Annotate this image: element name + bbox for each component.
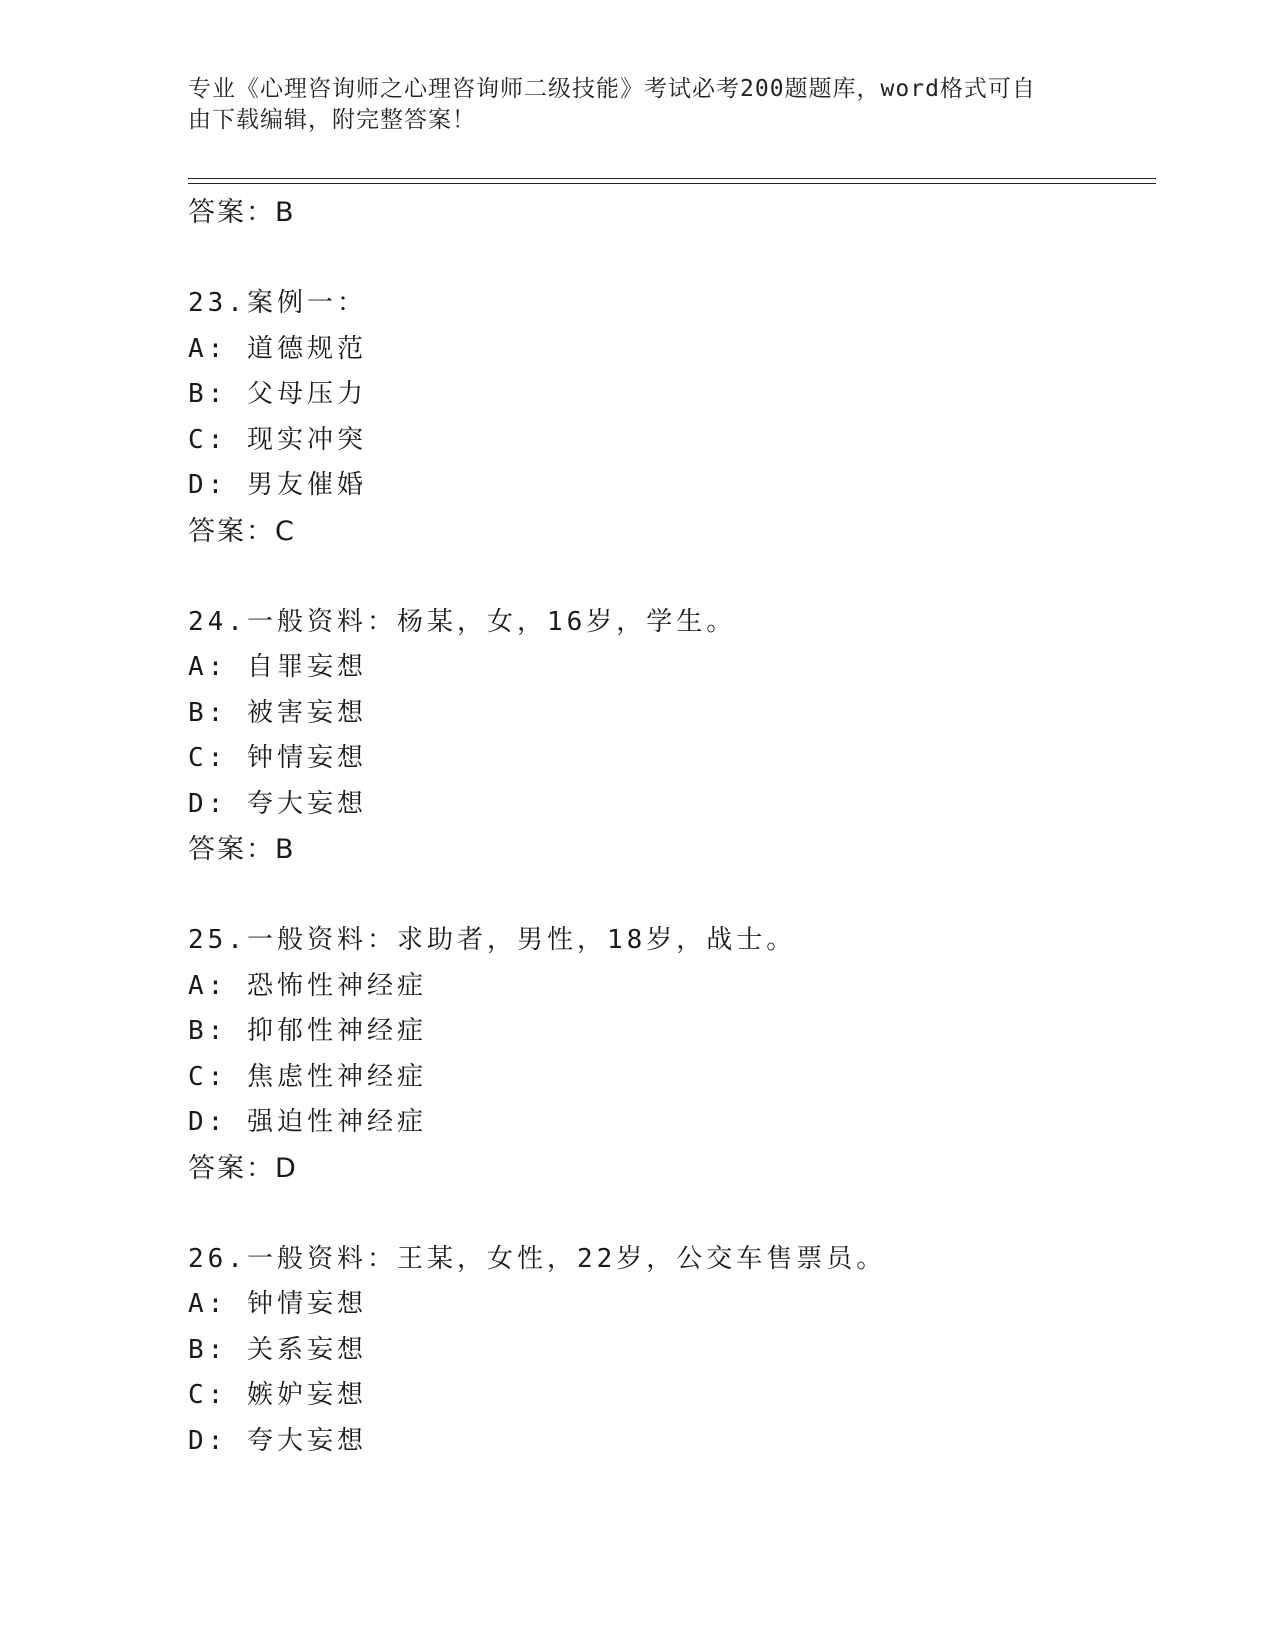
option-a: A: 恐怖性神经症 — [188, 970, 427, 1001]
option-a: A: 自罪妄想 — [188, 652, 367, 682]
question-stem: 26.一般资料：王某，女性，22岁，公交车售票员。 — [188, 1243, 887, 1274]
option-c: C: 钟情妄想 — [188, 743, 367, 773]
question-stem: 25.一般资料：求助者，男性，18岁，战士。 — [188, 925, 797, 955]
header-line-1: 专业《心理咨询师之心理咨询师二级技能》考试必考200题题库，word格式可自 — [188, 76, 1036, 102]
header-divider-top — [188, 178, 1156, 179]
answer-line-prev: 答案：B — [188, 197, 296, 228]
option-d: D: 夸大妄想 — [188, 788, 367, 819]
option-a: A: 道德规范 — [188, 333, 367, 364]
header-line-2: 由下载编辑，附完整答案！ — [188, 107, 476, 133]
answer-line: 答案：C — [188, 515, 296, 547]
option-b: B: 被害妄想 — [188, 697, 367, 728]
spacer — [188, 873, 1148, 919]
option-d: D: 夸大妄想 — [188, 1425, 367, 1456]
option-b: B: 抑郁性神经症 — [188, 1016, 427, 1046]
option-c: C: 焦虑性神经症 — [188, 1061, 427, 1092]
header-divider-bottom — [188, 183, 1156, 184]
option-b: B: 父母压力 — [188, 379, 367, 409]
option-d: D: 男友催婚 — [188, 470, 367, 500]
question-stem: 23.案例一： — [188, 288, 367, 318]
answer-line: 答案：B — [188, 834, 296, 865]
spacer — [188, 1191, 1148, 1237]
option-a: A: 钟情妄想 — [188, 1289, 367, 1319]
option-b: B: 关系妄想 — [188, 1334, 367, 1365]
option-c: C: 嫉妒妄想 — [188, 1380, 367, 1410]
option-d: D: 强迫性神经症 — [188, 1107, 427, 1137]
question-block-25 — [188, 918, 1148, 1191]
question-list — [188, 190, 1148, 1464]
document-header — [188, 74, 1068, 136]
answer-line: 答案：D — [188, 1152, 298, 1184]
spacer — [188, 236, 1148, 282]
question-stem: 24.一般资料：杨某，女，16岁，学生。 — [188, 606, 737, 637]
question-block-24 — [188, 600, 1148, 873]
spacer — [188, 554, 1148, 600]
question-block-26 — [188, 1237, 1148, 1465]
option-c: C: 现实冲突 — [188, 424, 367, 455]
question-block-23 — [188, 281, 1148, 554]
